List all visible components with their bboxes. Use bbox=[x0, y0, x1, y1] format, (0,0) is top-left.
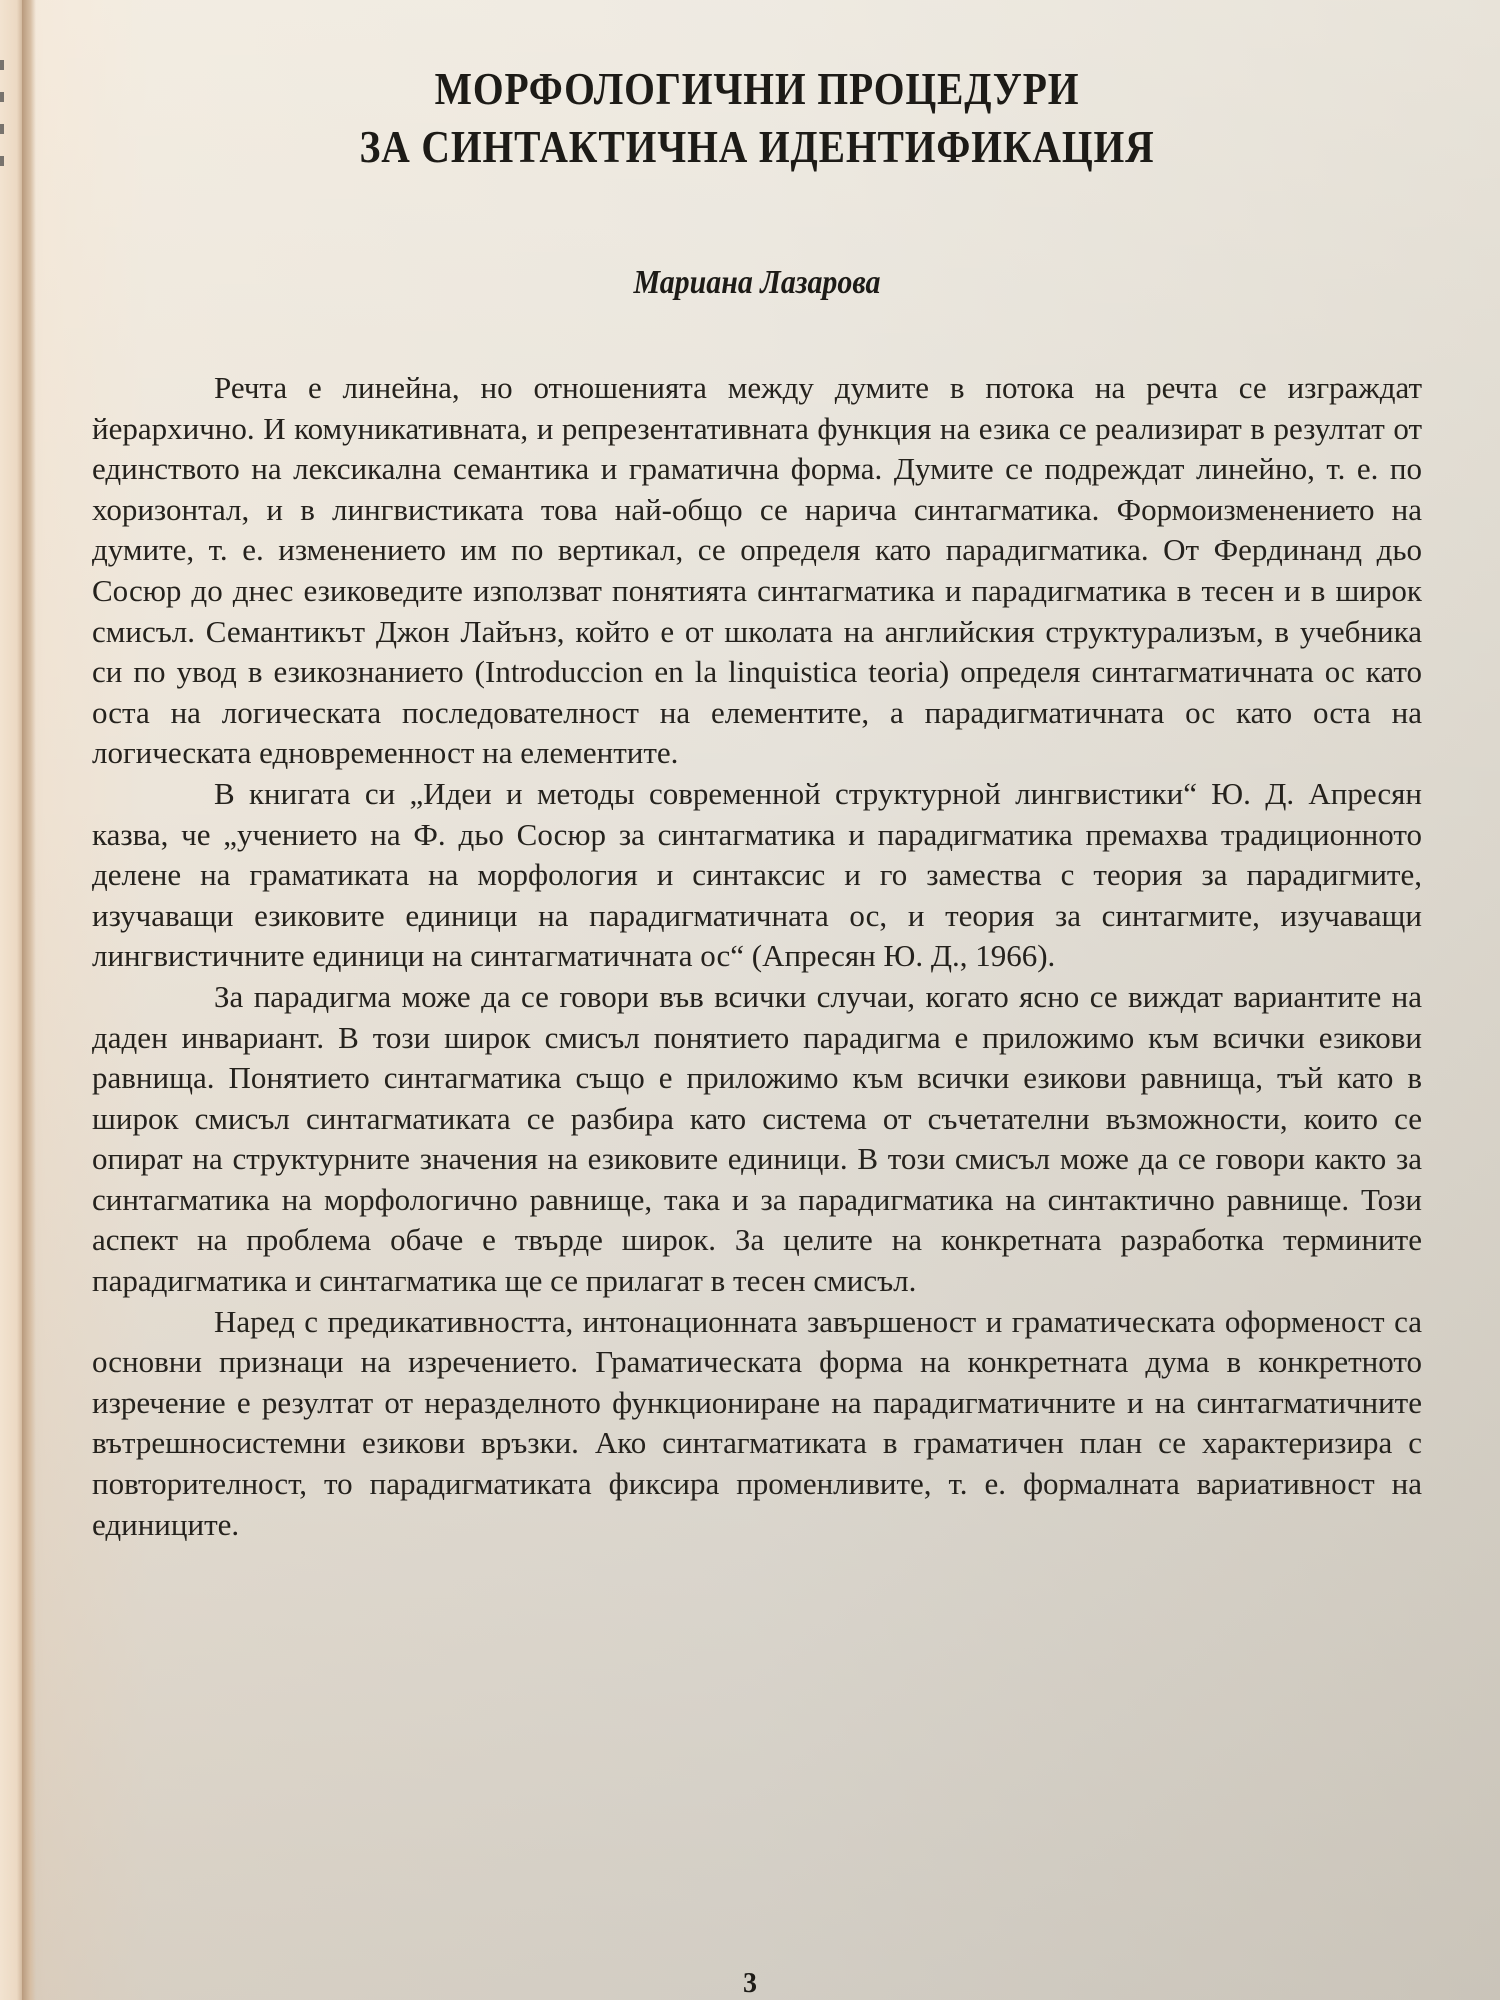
paragraph-4: Наред с предикативността, интонационната завършеност и граматическата оформеност са основни признаци на изречението. Граматическата форма на конкретната дума в конкретното изречение е резултат от неразделното функциониране на парадигматичните и на синтагматичните вътрешносистемни езикови връзки. Ако синтагматиката в граматичен план се характеризира с повторителност, то парадигматиката фиксира променливите, т. е. формалната вариативност на единиците. bbox=[92, 1303, 1422, 1542]
text-fragment bbox=[0, 156, 4, 166]
previous-page-edge bbox=[0, 0, 24, 2000]
article-body bbox=[92, 368, 1422, 1545]
previous-page-text-fragments bbox=[0, 60, 6, 188]
text-fragment bbox=[0, 92, 4, 102]
text-fragment bbox=[0, 60, 4, 70]
book-gutter bbox=[22, 0, 36, 2000]
article bbox=[92, 60, 1422, 1545]
paragraph-3: За парадигма може да се говори във всички случаи, когато ясно се виждат вариантите на даден инвариант. В този широк смисъл понятието парадигма е приложимо към всички езикови равнища. Понятието синтагматика също е приложимо към всички езикови равнища, тъй като в широк смисъл синтагматиката се разбира като система от съчетателни възможности, които се опират на структурните значения на езиковите единици. В този смисъл може да се говори както за синтагматика на морфологично равнище, така и за парадигматика на синтактично равнище. Този аспект на проблема обаче е твърде широк. За целите на конкретната разработка термините парадигматика и синтагматика ще се прилагат в тесен смисъл. bbox=[92, 978, 1422, 1299]
author-name: Мариана Лазарова bbox=[633, 264, 881, 301]
page-number: 3 bbox=[743, 1968, 757, 1999]
article-title bbox=[185, 60, 1329, 176]
paragraph-2: В книгата си „Идеи и методы современной структурной лингвистики“ Ю. Д. Апресян казва, че „учението на Ф. дьо Сосюр за синтагматика и парадигматика премахва традиционното делене на граматиката на морфология и синтаксис и го замества с теория за парадигмите, изучаващи езиковите единици на парадигматичната ос, и теория за синтагмите, изучаващи лингвистичните единици на синтагматичната ос“ (Апресян Ю. Д., 1966). bbox=[92, 775, 1422, 974]
title-line-1: МОРФОЛОГИЧНИ ПРОЦЕДУРИ bbox=[434, 63, 1080, 114]
title-line-2: ЗА СИНТАКТИЧНА ИДЕНТИФИКАЦИЯ bbox=[359, 121, 1155, 172]
paragraph-1: Речта е линейна, но отношенията между думите в потока на речта се изграждат йерархично. И комуникативната, и репрезентативната функция на езика се реализират в резултат от единството на лексикална семантика и граматична форма. Думите се подреждат линейно, т. е. по хоризонтал, и в лингвистиката това най-общо се нарича синтагматика. Формоизменението на думите, т. е. изменението им по вертикал, се определя като парадигматика. От Фердинанд дьо Сосюр до днес езиковедите използват понятията синтагматика и парадигматика в тесен и в широк смисъл. Семантикът Джон Лайънз, който е от школата на английския структурализъм, в учебника си по увод в езикознанието (Introduccion en la linquistica teoria) определя синтагматичната ос като оста на логическата последователност на елементите, а парадигматичната ос като оста на логическата едновременност на елементите. bbox=[92, 370, 1422, 771]
text-fragment bbox=[0, 124, 4, 134]
